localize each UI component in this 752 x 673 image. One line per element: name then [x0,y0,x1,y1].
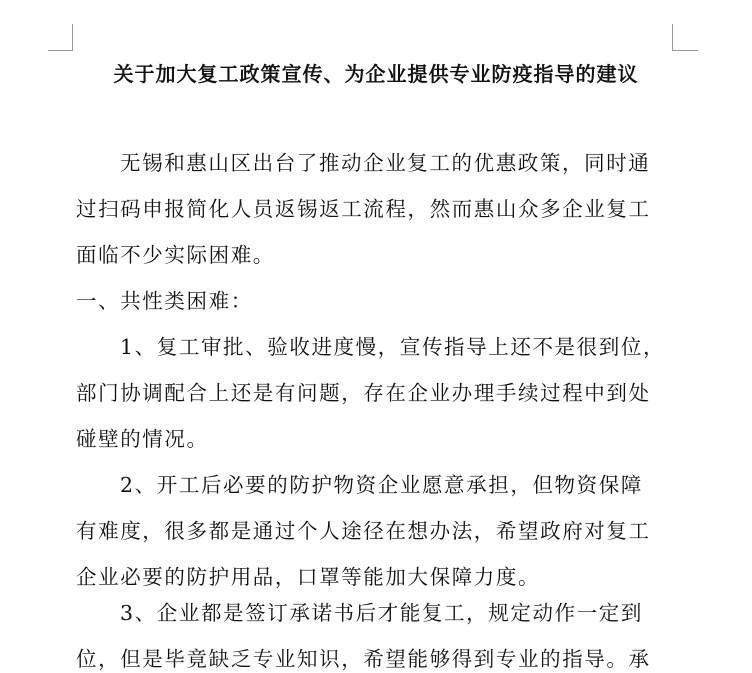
paragraph-line: 无锡和惠山区出台了推动企业复工的优惠政策，同时通 [120,151,651,175]
paragraph-line: 位，但是毕竟缺乏专业知识，希望能够得到专业的指导。承 [76,647,651,671]
paragraph-line: 碰壁的情况。 [76,427,209,451]
crop-mark-top-left-horizontal [48,50,73,51]
crop-mark-top-left-vertical [72,24,73,50]
crop-mark-top-right-horizontal [672,50,698,51]
paragraph-line: 部门协调配合上还是有问题，存在企业办理手续过程中到处 [76,381,651,405]
document-title: 关于加大复工政策宣传、为企业提供专业防疫指导的建议 [113,62,639,86]
paragraph-item-1 [76,324,676,462]
paragraph-line: 有难度，很多都是通过个人途径在想办法，希望政府对复工 [76,519,651,543]
paragraph-line: 1、复工审批、验收进度慢，宣传指导上还不是很到位， [120,335,666,359]
paragraph-item-3 [76,590,676,673]
paragraph-line: 2、开工后必要的防护物资企业愿意承担，但物资保障 [120,473,643,497]
paragraph-line: 3、企业都是签订承诺书后才能复工，规定动作一定到 [120,601,643,625]
paragraph-line: 面临不少实际困难。 [76,243,275,267]
paragraph-line: 过扫码申报简化人员返锡返工流程，然而惠山众多企业复工 [76,197,651,221]
paragraph-line: 企业必要的防护用品，口罩等能加大保障力度。 [76,565,541,589]
crop-mark-top-right-vertical [672,24,673,50]
paragraph-intro [76,140,676,278]
section-heading-text: 一、共性类困难： [76,289,253,313]
paragraph-item-2 [76,462,676,600]
section-heading [76,278,676,324]
